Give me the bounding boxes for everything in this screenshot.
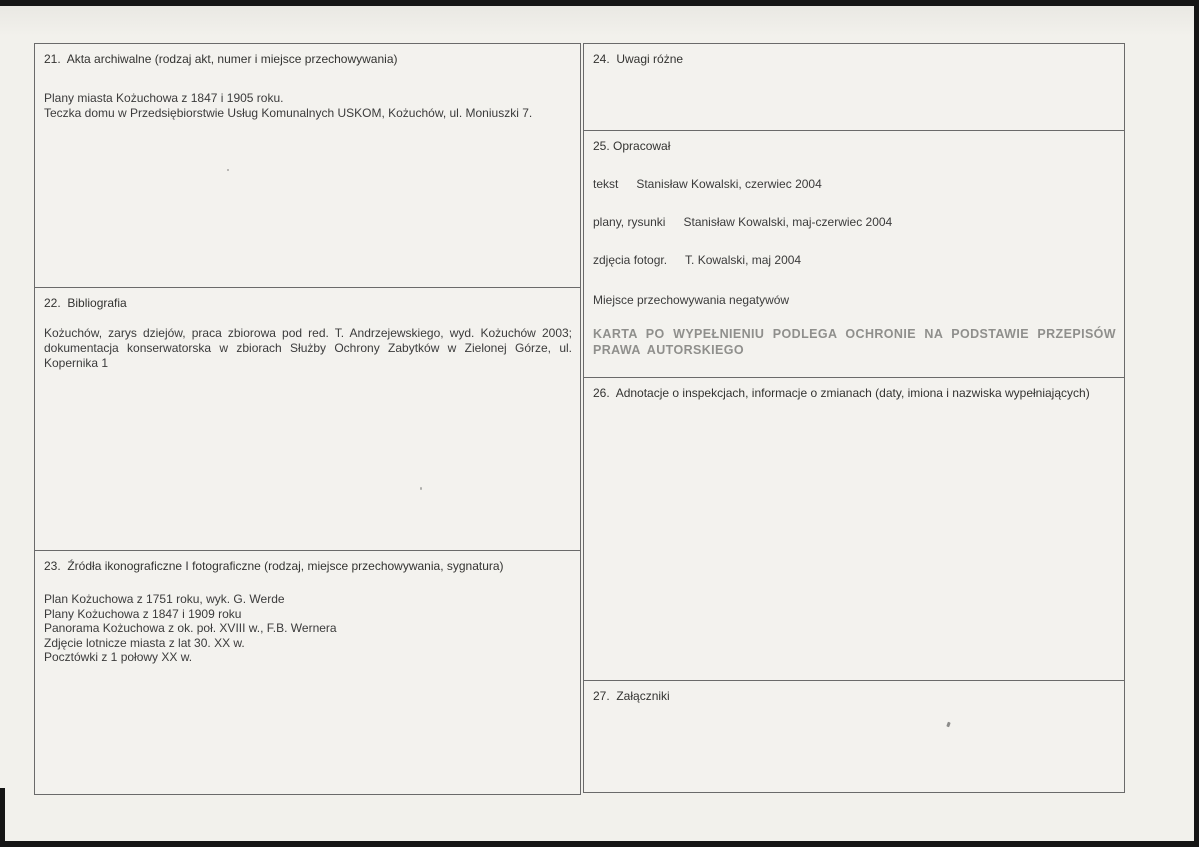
- section-23-line: Plany Kożuchowa z 1847 i 1909 roku: [44, 606, 242, 621]
- scan-speck: [420, 487, 422, 490]
- section-22-paragraph: Kożuchów, zarys dziejów, praca zbiorowa pod red. T. Andrzejewskiego, wyd. Kożuchów 2003; dokumentacja konserwatorska w zbiorach Służby Ochrony Zabytków w Zielonej Górze, ul. Kopernika 1: [44, 326, 572, 370]
- section-21-akta-archiwalne: [34, 43, 581, 288]
- scan-speck: [227, 169, 229, 171]
- section-27-title: 27. Załączniki: [593, 689, 670, 703]
- copyright-notice: KARTA PO WYPEŁNIENIU PODLEGA OCHRONIE NA PODSTAWIE PRZEPISÓW PRAWA AUTORSKIEGO: [593, 327, 1116, 357]
- paper-shading: [0, 6, 1199, 36]
- scan-edge-top: [0, 0, 1199, 6]
- section-25-opracowal: [583, 130, 1125, 379]
- section-23-title: 23. Źródła ikonograficzne I fotograficzne (rodzaj, miejsce przechowywania, sygnatura): [44, 559, 504, 573]
- section-22-bibliografia: [34, 287, 581, 551]
- section-21-line: Plany miasta Kożuchowa z 1847 i 1905 roku.: [44, 91, 284, 105]
- author-row-label: zdjęcia fotogr.: [593, 253, 668, 267]
- scan-edge-bottom: [0, 841, 1199, 847]
- section-23-line: Panorama Kożuchowa z ok. poł. XVIII w., F.B. Wernera: [44, 621, 337, 635]
- section-27-zalaczniki: [583, 680, 1125, 793]
- section-23-body: [35, 592, 580, 665]
- author-row-value: T. Kowalski, maj 2004: [685, 253, 802, 267]
- section-21-line: Teczka domu w Przedsiębiorstwie Usług Komunalnych USKOM, Kożuchów, ul. Moniuszki 7.: [44, 105, 533, 120]
- section-26-title: 26. Adnotacje o inspekcjach, informacje o zmianach (daty, imiona i nazwiska wypełniających): [593, 386, 1090, 400]
- section-23-line: Zdjęcie lotnicze miasta z lat 30. XX w.: [44, 635, 245, 650]
- section-23-zrodla-ikonograficzne: [34, 550, 581, 795]
- section-21-body: [35, 91, 580, 120]
- section-26-adnotacje: [583, 377, 1125, 682]
- author-row-label: tekst: [593, 177, 619, 191]
- negatives-storage-line: Miejsce przechowywania negatywów: [593, 293, 790, 307]
- author-row-value: Stanisław Kowalski, maj-czerwiec 2004: [683, 215, 893, 229]
- author-row-label: plany, rysunki: [593, 215, 666, 229]
- section-24-title: 24. Uwagi różne: [593, 52, 684, 66]
- author-row-zdjecia-fotogr: [584, 253, 1124, 267]
- author-row-plany-rysunki: [584, 215, 1124, 229]
- section-21-title: 21. Akta archiwalne (rodzaj akt, numer i miejsce przechowywania): [44, 52, 398, 66]
- section-23-line: Pocztówki z 1 połowy XX w.: [44, 650, 193, 664]
- author-row-value: Stanisław Kowalski, czerwiec 2004: [636, 177, 822, 191]
- author-row-tekst: [584, 177, 1124, 191]
- section-24-uwagi-rozne: [583, 43, 1125, 132]
- scan-edge-right: [1194, 0, 1199, 847]
- scan-edge-left-bottom: [0, 788, 5, 847]
- section-22-title: 22. Bibliografia: [44, 296, 127, 310]
- section-23-line: Plan Kożuchowa z 1751 roku, wyk. G. Werde: [44, 592, 285, 606]
- section-25-title: 25. Opracował: [593, 139, 671, 153]
